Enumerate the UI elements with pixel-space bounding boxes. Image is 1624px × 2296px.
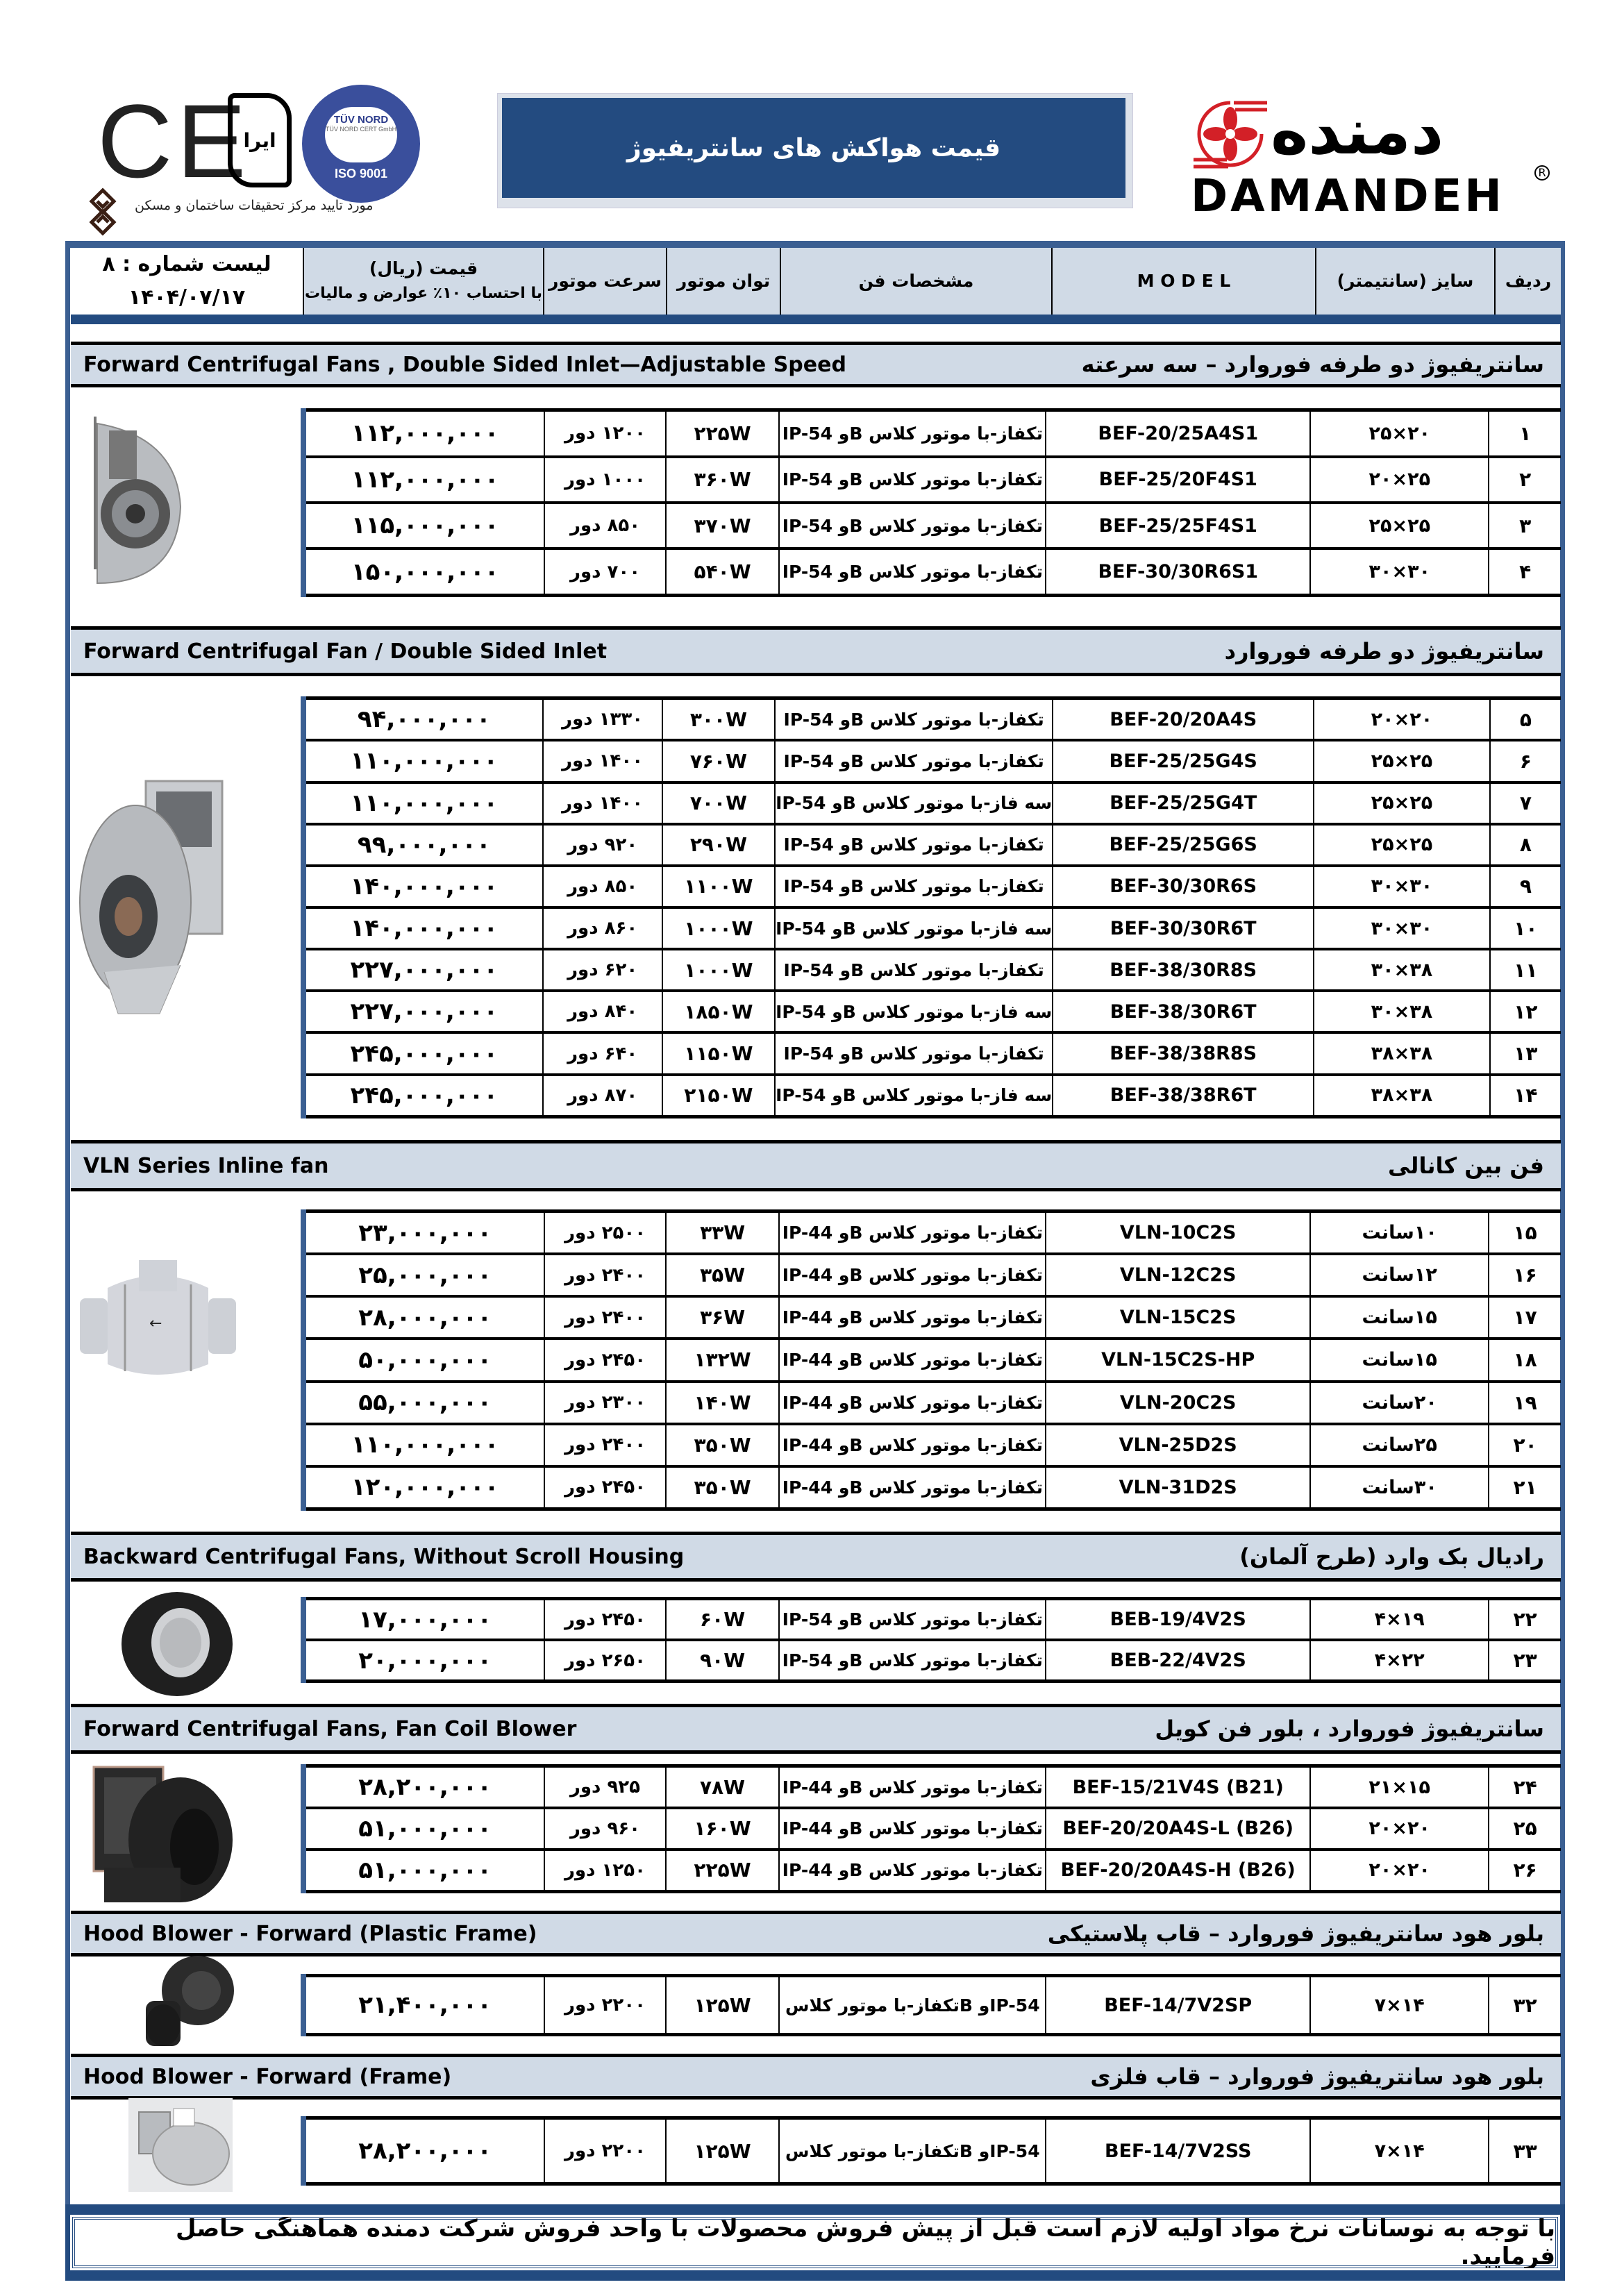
motor-power-cell: ۳۵۰W — [666, 1424, 780, 1466]
motor-speed-cell: ۲۴۵۰ دور — [544, 1466, 665, 1509]
section-header — [71, 1140, 1561, 1191]
header-speed: سرعت موتور — [543, 248, 666, 315]
model-cell: BEF-20/25A4S1 — [1046, 410, 1310, 457]
price-cell: ۹۴,۰۰۰,۰۰۰ — [303, 698, 543, 741]
size-cell: ۲۲×۴ — [1310, 1640, 1489, 1682]
price-cell: ۱۱۲,۰۰۰,۰۰۰ — [303, 457, 544, 503]
motor-power-cell: ۱۰۰۰W — [662, 907, 775, 949]
model-cell: BEF-30/30R6S1 — [1046, 548, 1310, 595]
price-table — [301, 1974, 1561, 2036]
spec-cell: تکفاز-با موتور کلاس Bو IP-44 — [779, 1466, 1046, 1509]
motor-speed-cell: ۸۵۰ دور — [543, 866, 662, 907]
section-header — [71, 1911, 1561, 1956]
section-title-fa: بلور هود سانتریفیوژ فوروارد – قاب پلاستیکی — [1047, 1920, 1544, 1947]
section-title-en: Forward Centrifugal Fan / Double Sided Inlet — [83, 639, 608, 664]
section-title-en: Forward Centrifugal Fans , Double Sided Inlet—Adjustable Speed — [83, 352, 846, 377]
motor-speed-cell: ۹۲۰ دور — [543, 824, 662, 866]
size-cell: ۲۵×۲۵ — [1314, 824, 1490, 866]
size-cell: ۳۰×۳۰ — [1310, 548, 1489, 595]
price-cell: ۱۱۰,۰۰۰,۰۰۰ — [303, 782, 543, 824]
spec-cell: تکفاز-با موتور کلاس Bو IP-44 — [779, 1424, 1046, 1466]
row-number-cell: ۷ — [1490, 782, 1561, 824]
price-cell: ۵۰,۰۰۰,۰۰۰ — [303, 1339, 544, 1381]
motor-speed-cell: ۸۴۰ دور — [543, 991, 662, 1032]
price-cell: ۲۳,۰۰۰,۰۰۰ — [303, 1212, 544, 1255]
brand-name-fa: دمنده — [1271, 94, 1444, 169]
table-row — [303, 824, 1561, 866]
row-number-cell: ۱۳ — [1490, 1032, 1561, 1074]
spec-cell: تکفاز-با موتور کلاس Bو IP-44 — [779, 1296, 1046, 1339]
motor-speed-cell: ۲۴۵۰ دور — [544, 1339, 665, 1381]
price-cell: ۱۱۵,۰۰۰,۰۰۰ — [303, 503, 544, 548]
motor-power-cell: ۳۶W — [666, 1296, 780, 1339]
size-cell: ۱۵سانت — [1310, 1296, 1489, 1339]
tuv-sub: TÜV NORD CERT GmbH — [325, 125, 397, 133]
size-cell: ۱۰سانت — [1310, 1212, 1489, 1255]
motor-speed-cell: ۲۵۰۰ دور — [544, 1212, 665, 1255]
iso-label: ISO 9001 — [334, 166, 388, 181]
header-row-number: ردیف — [1494, 248, 1561, 315]
table-row — [303, 1976, 1561, 2035]
section-header — [71, 2054, 1561, 2100]
price-cell: ۲۲۷,۰۰۰,۰۰۰ — [303, 991, 543, 1032]
row-number-cell: ۱۲ — [1490, 991, 1561, 1032]
model-cell: VLN-15C2S-HP — [1046, 1339, 1310, 1381]
section-title-en: Hood Blower - Forward (Frame) — [83, 2064, 452, 2089]
spec-cell: سه فاز-با موتور کلاس Bو IP-54 — [775, 907, 1053, 949]
spec-cell: تکفاز-با موتور کلاس Bو IP-54 — [779, 548, 1046, 595]
bhrc-approval-text: مورد تایید مرکز تحقیقات ساختمان و مسکن — [135, 198, 374, 213]
motor-speed-cell: ۲۲۰۰ دور — [544, 2118, 665, 2184]
row-number-cell: ۲۵ — [1489, 1808, 1561, 1850]
fan-coil-blower-icon — [90, 1763, 236, 1906]
size-cell: ۱۹×۴ — [1310, 1599, 1489, 1641]
size-cell: ۲۵سانت — [1310, 1424, 1489, 1466]
price-cell: ۲۸,۲۰۰,۰۰۰ — [303, 2118, 544, 2184]
price-cell: ۱۴۰,۰۰۰,۰۰۰ — [303, 866, 543, 907]
page-title: قیمت هواکش های سانتریفیوژ — [502, 98, 1125, 198]
table-row — [303, 1599, 1561, 1641]
price-cell: ۵۱,۰۰۰,۰۰۰ — [303, 1808, 544, 1850]
table-row — [303, 698, 1561, 741]
motor-speed-cell: ۲۴۰۰ دور — [544, 1296, 665, 1339]
model-cell: BEB-22/4V2S — [1046, 1640, 1310, 1682]
table-row — [303, 548, 1561, 595]
table-row — [303, 907, 1561, 949]
section-title-en: Backward Centrifugal Fans, Without Scroll Housing — [83, 1544, 685, 1569]
backward-fan-icon — [111, 1589, 243, 1700]
motor-speed-cell: ۲۳۰۰ دور — [544, 1382, 665, 1424]
price-table — [301, 1764, 1561, 1893]
table-row — [303, 1032, 1561, 1074]
size-cell: ۳۸×۳۸ — [1314, 1032, 1490, 1074]
table-row — [303, 866, 1561, 907]
size-cell: ۲۰×۲۵ — [1310, 410, 1489, 457]
spec-cell: تکفاز-با موتور کلاس Bو IP-54 — [775, 740, 1053, 782]
price-cell: ۲۰,۰۰۰,۰۰۰ — [303, 1640, 544, 1682]
price-cell: ۹۹,۰۰۰,۰۰۰ — [303, 824, 543, 866]
row-number-cell: ۱۱ — [1490, 949, 1561, 991]
row-number-cell: ۱۶ — [1489, 1254, 1561, 1296]
model-cell: BEF-25/25G4S — [1053, 740, 1314, 782]
model-cell: BEF-25/20F4S1 — [1046, 457, 1310, 503]
spec-cell: تکفاز-با موتور کلاس Bو IP-54 — [775, 824, 1053, 866]
motor-power-cell: ۱۲۵W — [666, 1976, 780, 2035]
model-cell: BEF-15/21V4S (B21) — [1046, 1766, 1310, 1809]
model-cell: BEF-38/30R6T — [1053, 991, 1314, 1032]
bhrc-logo-icon — [83, 187, 122, 236]
model-cell: BEF-38/38R6T — [1053, 1075, 1314, 1117]
metal-hood-blower-icon — [128, 2098, 233, 2192]
table-row — [303, 1466, 1561, 1509]
row-number-cell: ۴ — [1489, 548, 1561, 595]
price-table — [301, 408, 1561, 597]
spec-cell: تکفاز-با موتور کلاس Bو IP-54 — [779, 1640, 1046, 1682]
registered-mark: R — [1534, 165, 1550, 181]
size-cell: ۲۰×۲۰ — [1310, 1808, 1489, 1850]
section-title-fa: سانتریفیوژ دو طرفه فوروارد – سه سرعته — [1081, 351, 1544, 378]
spec-cell: تکفاز-با موتور کلاس Bو IP-44 — [779, 1254, 1046, 1296]
row-number-cell: ۸ — [1490, 824, 1561, 866]
header-spec: مشخصات فن — [780, 248, 1051, 315]
row-number-cell: ۱۸ — [1489, 1339, 1561, 1381]
plastic-hood-blower-image — [132, 1952, 236, 2050]
table-row — [303, 1075, 1561, 1117]
metal-hood-blower-image — [128, 2098, 233, 2192]
table-row — [303, 1766, 1561, 1809]
list-date: ۱۴۰۴/۰۷/۱۷ — [128, 285, 246, 310]
motor-speed-cell: ۱۴۰۰ دور — [543, 740, 662, 782]
spec-cell: IP-54و Bتکفاز-با موتور کلاس — [779, 1976, 1046, 2035]
table-row — [303, 1254, 1561, 1296]
size-cell: ۳۰سانت — [1310, 1466, 1489, 1509]
model-cell: BEF-25/25G4T — [1053, 782, 1314, 824]
spec-cell: تکفاز-با موتور کلاس Bو IP-54 — [779, 503, 1046, 548]
table-row — [303, 782, 1561, 824]
size-cell: ۲۰×۲۰ — [1314, 698, 1490, 741]
header-model: M O D E L — [1051, 248, 1315, 315]
section-title-fa: سانتریفیوژ فوروارد ، بلور فن کویل — [1155, 1716, 1544, 1742]
price-cell: ۲۸,۲۰۰,۰۰۰ — [303, 1766, 544, 1809]
spec-cell: تکفاز-با موتور کلاس Bو IP-44 — [779, 1339, 1046, 1381]
inline-fan-image — [80, 1260, 236, 1385]
motor-speed-cell: ۱۴۰۰ دور — [543, 782, 662, 824]
model-cell: BEF-14/7V2SS — [1046, 2118, 1310, 2184]
model-cell: BEF-14/7V2SP — [1046, 1976, 1310, 2035]
price-cell: ۲۸,۰۰۰,۰۰۰ — [303, 1296, 544, 1339]
table-row — [303, 991, 1561, 1032]
table-row — [303, 1808, 1561, 1850]
section-header — [71, 1704, 1561, 1754]
price-cell: ۱۴۰,۰۰۰,۰۰۰ — [303, 907, 543, 949]
motor-speed-cell: ۲۶۵۰ دور — [544, 1640, 665, 1682]
price-cell: ۱۲۰,۰۰۰,۰۰۰ — [303, 1466, 544, 1509]
row-number-cell: ۳۳ — [1489, 2118, 1561, 2184]
list-info-cell — [71, 248, 303, 315]
price-table — [301, 2116, 1561, 2186]
fan-coil-blower-image — [90, 1763, 236, 1906]
table-row — [303, 1850, 1561, 1892]
row-number-cell: ۱۰ — [1490, 907, 1561, 949]
motor-power-cell: ۷۰۰W — [662, 782, 775, 824]
motor-power-cell: ۳۶۰W — [666, 457, 780, 503]
double-inlet-fan-image — [94, 410, 184, 594]
model-cell: BEF-38/38R8S — [1053, 1032, 1314, 1074]
motor-power-cell: ۱۲۵W — [666, 2118, 780, 2184]
size-cell: ۲۰×۲۰ — [1310, 1850, 1489, 1892]
row-number-cell: ۹ — [1490, 866, 1561, 907]
price-cell: ۲۴۵,۰۰۰,۰۰۰ — [303, 1075, 543, 1117]
double-sided-inlet-fan-image — [76, 778, 226, 1017]
section-title-en: Forward Centrifugal Fans, Fan Coil Blower — [83, 1716, 577, 1741]
price-cell: ۲۲۷,۰۰۰,۰۰۰ — [303, 949, 543, 991]
motor-power-cell: ۱۰۰۰W — [662, 949, 775, 991]
motor-speed-cell: ۲۲۰۰ دور — [544, 1976, 665, 2035]
backward-fan-image — [111, 1589, 243, 1700]
motor-power-cell: ۳۰۰W — [662, 698, 775, 741]
spec-cell: تکفاز-با موتور کلاس Bو IP-54 — [779, 1599, 1046, 1641]
motor-power-cell: ۲۱۵۰W — [662, 1075, 775, 1117]
table-row — [303, 1382, 1561, 1424]
spec-cell: تکفاز-با موتور کلاس Bو IP-44 — [779, 1808, 1046, 1850]
spec-cell: تکفاز-با موتور کلاس Bو IP-54 — [775, 698, 1053, 741]
motor-speed-cell: ۶۴۰ دور — [543, 1032, 662, 1074]
row-number-cell: ۳۲ — [1489, 1976, 1561, 2035]
size-cell: ۳۸×۳۰ — [1314, 991, 1490, 1032]
motor-power-cell: ۳۳W — [666, 1212, 780, 1255]
brand-name-en: DAMANDEH — [1191, 171, 1505, 222]
model-cell: BEF-25/25G6S — [1053, 824, 1314, 866]
title-box — [497, 93, 1133, 208]
size-cell: ۳۰×۳۰ — [1314, 907, 1490, 949]
price-table — [301, 696, 1561, 1118]
price-cell: ۱۷,۰۰۰,۰۰۰ — [303, 1599, 544, 1641]
spec-cell: تکفاز-با موتور کلاس Bو IP-44 — [779, 1382, 1046, 1424]
header-price: قیمت (ریال) با احتساب ۱۰٪ عوارض و مالیات — [303, 248, 543, 315]
table-row — [303, 949, 1561, 991]
footer-notice-box — [65, 2204, 1565, 2281]
section-title-fa: سانتریفیوژ دو طرفه فوروارد — [1224, 638, 1544, 664]
model-cell: BEF-30/30R6S — [1053, 866, 1314, 907]
model-cell: BEB-19/4V2S — [1046, 1599, 1310, 1641]
table-header — [71, 248, 1561, 324]
motor-power-cell: ۲۹۰W — [662, 824, 775, 866]
table-row — [303, 1212, 1561, 1255]
size-cell: ۳۸×۳۸ — [1314, 1075, 1490, 1117]
model-cell: VLN-12C2S — [1046, 1254, 1310, 1296]
row-number-cell: ۲ — [1489, 457, 1561, 503]
price-cell: ۵۱,۰۰۰,۰۰۰ — [303, 1850, 544, 1892]
size-cell: ۲۵×۲۵ — [1314, 782, 1490, 824]
header-power: توان موتور — [666, 248, 780, 315]
motor-power-cell: ۲۲۵W — [666, 410, 780, 457]
row-number-cell: ۱ — [1489, 410, 1561, 457]
table-row — [303, 1339, 1561, 1381]
motor-power-cell: ۵۴۰W — [666, 548, 780, 595]
spec-cell: تکفاز-با موتور کلاس Bو IP-44 — [779, 1850, 1046, 1892]
row-number-cell: ۲۴ — [1489, 1766, 1561, 1809]
size-cell: ۲۵×۲۰ — [1310, 457, 1489, 503]
spec-cell: تکفاز-با موتور کلاس Bو IP-54 — [779, 410, 1046, 457]
section-title-en: VLN Series Inline fan — [83, 1153, 329, 1178]
motor-speed-cell: ۱۲۵۰ دور — [544, 1850, 665, 1892]
spec-cell: سه فاز-با موتور کلاس Bو IP-54 — [775, 991, 1053, 1032]
size-cell: ۳۰×۳۰ — [1314, 866, 1490, 907]
row-number-cell: ۲۳ — [1489, 1640, 1561, 1682]
size-cell: ۱۵سانت — [1310, 1339, 1489, 1381]
motor-power-cell: ۷۸W — [666, 1766, 780, 1809]
model-cell: BEF-20/20A4S — [1053, 698, 1314, 741]
table-row — [303, 2118, 1561, 2184]
fan-logo-icon — [1192, 96, 1269, 172]
svg-text:←: ← — [149, 1315, 162, 1332]
motor-power-cell: ۲۲۵W — [666, 1850, 780, 1892]
size-cell: ۲۰سانت — [1310, 1382, 1489, 1424]
section-header — [71, 1532, 1561, 1582]
model-cell: BEF-38/30R8S — [1053, 949, 1314, 991]
row-number-cell: ۱۷ — [1489, 1296, 1561, 1339]
motor-speed-cell: ۱۳۳۰ دور — [543, 698, 662, 741]
size-cell: ۱۵×۲۱ — [1310, 1766, 1489, 1809]
list-number: لیست شماره : ۸ — [102, 252, 271, 276]
size-cell: ۳۸×۳۰ — [1314, 949, 1490, 991]
section-header — [71, 342, 1561, 387]
table-row — [303, 740, 1561, 782]
motor-speed-cell: ۲۴۰۰ دور — [544, 1254, 665, 1296]
table-row — [303, 1424, 1561, 1466]
motor-speed-cell: ۷۰۰ دور — [544, 548, 665, 595]
header-size: سایز (سانتیمتر) — [1315, 248, 1494, 315]
motor-power-cell: ۱۳۲W — [666, 1339, 780, 1381]
section-title-fa: بلور هود سانتریفیوژ فوروارد – قاب فلزی — [1090, 2063, 1544, 2090]
size-cell: ۱۴×۷ — [1310, 1976, 1489, 2035]
price-cell: ۲۴۵,۰۰۰,۰۰۰ — [303, 1032, 543, 1074]
motor-power-cell: ۳۵W — [666, 1254, 780, 1296]
row-number-cell: ۱۵ — [1489, 1212, 1561, 1255]
section-header — [71, 626, 1561, 676]
motor-power-cell: ۱۴۰W — [666, 1382, 780, 1424]
motor-power-cell: ۷۶۰W — [662, 740, 775, 782]
motor-power-cell: ۱۱۰۰W — [662, 866, 775, 907]
model-cell: BEF-30/30R6T — [1053, 907, 1314, 949]
model-cell: BEF-20/20A4S-H (B26) — [1046, 1850, 1310, 1892]
motor-power-cell: ۱۱۵۰W — [662, 1032, 775, 1074]
model-cell: BEF-20/20A4S-L (B26) — [1046, 1808, 1310, 1850]
row-number-cell: ۲۶ — [1489, 1850, 1561, 1892]
row-number-cell: ۱۴ — [1490, 1075, 1561, 1117]
motor-speed-cell: ۲۴۰۰ دور — [544, 1424, 665, 1466]
price-cell: ۱۱۰,۰۰۰,۰۰۰ — [303, 740, 543, 782]
price-cell: ۵۵,۰۰۰,۰۰۰ — [303, 1382, 544, 1424]
double-inlet-fan-icon — [94, 410, 184, 594]
tuv-iso-badge — [302, 85, 420, 203]
section-title-fa: فن بین کانالی — [1388, 1153, 1544, 1179]
model-cell: VLN-25D2S — [1046, 1424, 1310, 1466]
spec-cell: تکفاز-با موتور کلاس Bو IP-54 — [779, 457, 1046, 503]
motor-power-cell: ۳۵۰W — [666, 1466, 780, 1509]
tuv-brand: TÜV NORD — [333, 113, 389, 126]
motor-power-cell: ۱۶۰W — [666, 1808, 780, 1850]
model-cell: VLN-10C2S — [1046, 1212, 1310, 1255]
price-cell: ۱۱۰,۰۰۰,۰۰۰ — [303, 1424, 544, 1466]
size-cell: ۱۲سانت — [1310, 1254, 1489, 1296]
plastic-hood-blower-icon — [132, 1952, 236, 2050]
motor-power-cell: ۱۸۵۰W — [662, 991, 775, 1032]
price-cell: ۲۵,۰۰۰,۰۰۰ — [303, 1254, 544, 1296]
spec-cell: سه فاز-با موتور کلاس Bو IP-54 — [775, 1075, 1053, 1117]
motor-speed-cell: ۸۵۰ دور — [544, 503, 665, 548]
motor-speed-cell: ۶۲۰ دور — [543, 949, 662, 991]
table-row — [303, 1296, 1561, 1339]
model-cell: VLN-20C2S — [1046, 1382, 1310, 1424]
table-row — [303, 457, 1561, 503]
price-cell: ۱۱۲,۰۰۰,۰۰۰ — [303, 410, 544, 457]
model-cell: VLN-15C2S — [1046, 1296, 1310, 1339]
ce-mark: CE — [97, 83, 251, 199]
spec-cell: سه فاز-با موتور کلاس Bو IP-54 — [775, 782, 1053, 824]
spec-cell: تکفاز-با موتور کلاس Bو IP-44 — [779, 1212, 1046, 1255]
price-table — [301, 1597, 1561, 1683]
section-title-en: Hood Blower - Forward (Plastic Frame) — [83, 1921, 537, 1946]
spec-cell: تکفاز-با موتور کلاس Bو IP-54 — [775, 866, 1053, 907]
size-cell: ۲۵×۲۵ — [1310, 503, 1489, 548]
motor-speed-cell: ۸۶۰ دور — [543, 907, 662, 949]
price-cell: ۲۱,۴۰۰,۰۰۰ — [303, 1976, 544, 2035]
motor-power-cell: ۳۷۰W — [666, 503, 780, 548]
row-number-cell: ۳ — [1489, 503, 1561, 548]
table-row — [303, 1640, 1561, 1682]
price-table — [301, 1209, 1561, 1511]
price-cell: ۱۵۰,۰۰۰,۰۰۰ — [303, 548, 544, 595]
brand-logo — [1184, 83, 1552, 222]
spec-cell: تکفاز-با موتور کلاس Bو IP-54 — [775, 949, 1053, 991]
model-cell: VLN-31D2S — [1046, 1466, 1310, 1509]
spec-cell: تکفاز-با موتور کلاس Bو IP-44 — [779, 1766, 1046, 1809]
motor-power-cell: ۹۰W — [666, 1640, 780, 1682]
row-number-cell: ۱۹ — [1489, 1382, 1561, 1424]
motor-speed-cell: ۹۲۵ دور — [544, 1766, 665, 1809]
table-row — [303, 503, 1561, 548]
size-cell: ۲۵×۲۵ — [1314, 740, 1490, 782]
motor-speed-cell: ۱۰۰۰ دور — [544, 457, 665, 503]
motor-speed-cell: ۹۶۰ دور — [544, 1808, 665, 1850]
isiri-standard-mark: ایرا — [228, 93, 292, 187]
row-number-cell: ۵ — [1490, 698, 1561, 741]
footer-notice: با توجه به نوسانات نرخ مواد اولیه لازم است قبل از پیش فروش محصولات با واحد فروش شرکت دمنده هماهنگی حاصل فرمایید. — [72, 2217, 1558, 2268]
motor-speed-cell: ۱۲۰۰ دور — [544, 410, 665, 457]
motor-power-cell: ۶۰W — [666, 1599, 780, 1641]
spec-cell: IP-54و Bتکفاز-با موتور کلاس — [779, 2118, 1046, 2184]
price-note: با احتساب ۱۰٪ عوارض و مالیات — [304, 285, 543, 302]
row-number-cell: ۲۲ — [1489, 1599, 1561, 1641]
motor-speed-cell: ۲۴۵۰ دور — [544, 1599, 665, 1641]
motor-speed-cell: ۸۷۰ دور — [543, 1075, 662, 1117]
row-number-cell: ۲۰ — [1489, 1424, 1561, 1466]
model-cell: BEF-25/25F4S1 — [1046, 503, 1310, 548]
row-number-cell: ۲۱ — [1489, 1466, 1561, 1509]
certification-logos — [97, 83, 458, 222]
size-cell: ۱۴×۷ — [1310, 2118, 1489, 2184]
section-title-fa: رادیال بک وارد (طرح آلمان) — [1239, 1543, 1544, 1570]
double-sided-inlet-fan-icon — [76, 778, 226, 1017]
table-row — [303, 410, 1561, 457]
spec-cell: تکفاز-با موتور کلاس Bو IP-54 — [775, 1032, 1053, 1074]
row-number-cell: ۶ — [1490, 740, 1561, 782]
inline-fan-icon — [80, 1260, 236, 1385]
